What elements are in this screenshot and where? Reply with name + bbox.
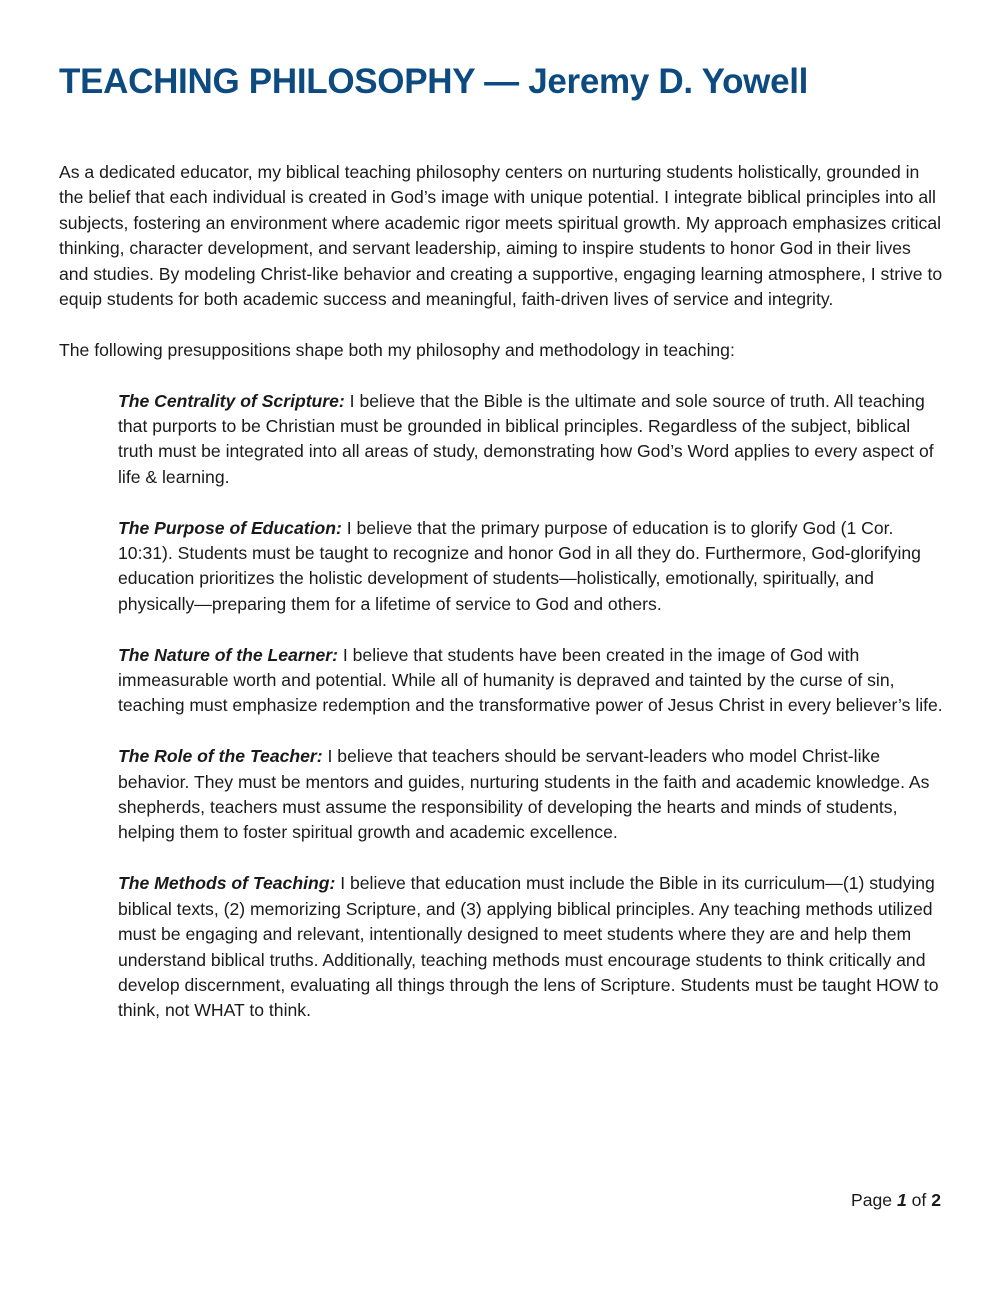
section-text: I believe that students have been created in the image of God with immeasurable worth and potential. While all of humanity is depraved and tainted by the curse of sin, teaching must emphasize redemption and the transformative power of Jesus Christ in every believer’s life. xyxy=(118,644,943,716)
section-nature-of-the-learner xyxy=(118,643,943,719)
section-term: The Purpose of Education: xyxy=(118,517,342,538)
section-text: I believe that the primary purpose of education is to glorify God (1 Cor. 10:31). Students must be taught to recognize and honor God in all they do. Furthermore, God-glorifying education prioritizes the holistic development of students—holistically, emotionally, spiritually, and physically—preparing them for a lifetime of service to God and others. xyxy=(118,517,921,614)
page-title: TEACHING PHILOSOPHY — Jeremy D. Yowell xyxy=(59,62,809,101)
document-body xyxy=(59,160,943,1049)
page-word: Page xyxy=(850,1190,897,1210)
section-methods-of-teaching xyxy=(118,871,943,1023)
section-term: The Methods of Teaching: xyxy=(118,873,336,894)
section-text: I believe that education must include the Bible in its curriculum—(1) studying biblical texts, (2) memorizing Scripture, and (3) applying biblical principles. Any teaching methods utilized must be engaging and relevant, intentionally designed to meet students where they are and help them understand biblical truths. Additionally, teaching methods must encourage students to think critically and develop discernment, evaluating all things through the lens of Scripture. Students must be taught HOW to think, not WHAT to think. xyxy=(118,873,939,1021)
intro-paragraph: As a dedicated educator, my biblical teaching philosophy centers on nurturing students holistically, grounded in the belief that each individual is created in God’s image with unique potential. I integrate biblical principles into all subjects, fostering an environment where academic rigor meets spiritual growth. My approach emphasizes critical thinking, character development, and servant leadership, aiming to inspire students to honor God in their lives and studies. By modeling Christ-like behavior and creating a supportive, engaging learning atmosphere, I strive to equip students for both academic success and meaningful, faith-driven lives of service and integrity. xyxy=(59,162,943,310)
of-word: of xyxy=(906,1190,932,1210)
section-centrality-of-scripture xyxy=(118,389,943,491)
section-purpose-of-education xyxy=(118,516,943,618)
section-term: The Role of the Teacher: xyxy=(118,746,323,767)
section-term: The Nature of the Learner: xyxy=(118,644,338,665)
section-role-of-the-teacher xyxy=(118,744,943,846)
section-text: I believe that the Bible is the ultimate and sole source of truth. All teaching that purports to be Christian must be grounded in biblical principles. Regardless of the subject, biblical truth must be integrated into all areas of study, demonstrating how God’s Word applies to every aspect of life & learning. xyxy=(118,390,934,487)
page-number xyxy=(851,1188,941,1213)
total-page-number: 2 xyxy=(931,1190,941,1210)
current-page-number: 1 xyxy=(896,1190,907,1210)
section-text: I believe that teachers should be servant-leaders who model Christ-like behavior. They must be mentors and guides, nurturing students in the faith and academic knowledge. As shepherds, teachers must assume the responsibility of developing the hearts and minds of students, helping them to foster spiritual growth and academic excellence. xyxy=(118,746,930,843)
lead-in-paragraph: The following presuppositions shape both my philosophy and methodology in teaching: xyxy=(59,339,735,360)
section-term: The Centrality of Scripture: xyxy=(118,390,345,411)
